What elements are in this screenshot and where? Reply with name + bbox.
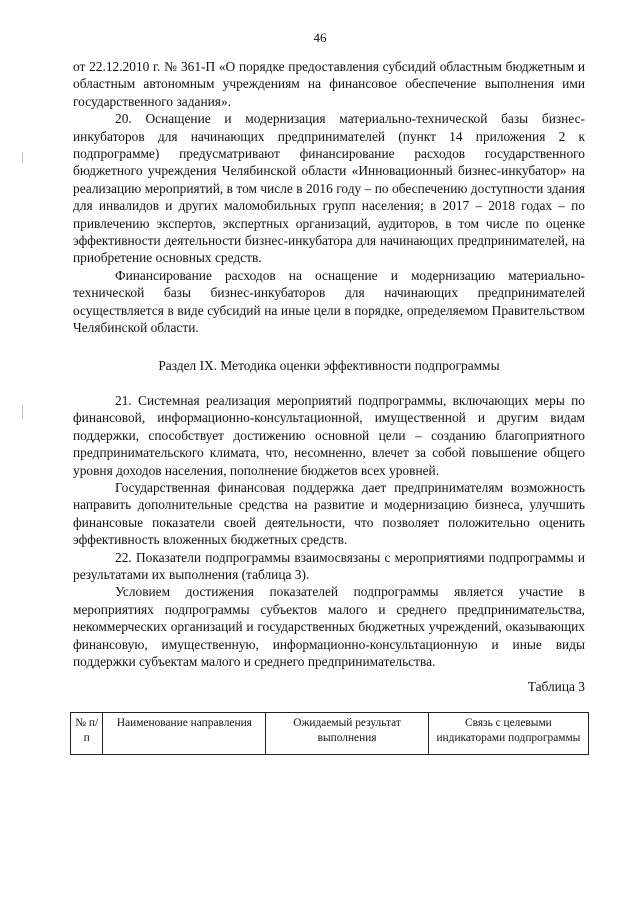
page-number: 46 (313, 30, 327, 45)
table-header-expected-result: Ожидаемый результат выполнения (266, 712, 428, 754)
scan-margin-mark (22, 405, 23, 419)
paragraph: от 22.12.2010 г. № 361-П «О порядке предоставления субсидий областным бюджетным и областным автономным учреждениям на финансовое обеспечение выполнения ими государственного задания». (73, 59, 585, 109)
paragraph: Финансирование расходов на оснащение и модернизацию материально-технической базы бизнес-инкубаторов для начинающих предпринимателей осуществляется в виде субсидий на иные цели в порядке, определяемом Правительством Челябинской области. (73, 267, 585, 336)
table-header-number: № п/п (71, 712, 103, 754)
table-header-row (71, 712, 589, 754)
paragraphs-top (73, 58, 585, 337)
table-header-indicator-link: Связь с целевыми индикаторами подпрограммы (428, 712, 588, 754)
paragraph-item-21: 21. Системная реализация мероприятий подпрограммы, включающих меры по финансовой, информационно-консультационной, имущественной и другим видам поддержки, способствует достижению основной цели – созданию благоприятного предпринимательского климата, что, несомненно, влечет за собой повышение общего уровня доходов населения, пополнение бюджетов всех уровней. (73, 392, 585, 478)
paragraph: Условием достижения показателей подпрограммы является участие в мероприятиях подпрограммы субъектов малого и среднего предпринимательства, некоммерческих организаций и государственных бюджетных учреждений, оказывающих финансовую, имущественную, информационно-консультационную и иные виды поддержки субъектам малого и среднего предпринимательства. (73, 584, 585, 669)
paragraph-item-22: 22. Показатели подпрограммы взаимосвязаны с мероприятиями подпрограммы и результатами их выполнения (таблица 3). (73, 549, 585, 582)
paragraph-item-20: 20. Оснащение и модернизация материально-технической базы бизнес-инкубаторов для начинающих предпринимателей (пункт 14 приложения 2 к подпрограмме) предусматривают финансирование расходов государственного бюджетного учреждения Челябинской области «Инновационный бизнес-инкубатор» на реализацию мероприятий, в том числе в 2016 году – по обеспечению доступности здания для инвалидов и других маломобильных групп населения; в 2017 – 2018 годах – по привлечению экспертов, экспертных организаций, аудиторов, в том числе по оценке эффективности деятельности бизнес-инкубатора для начинающих предпринимателей, на приобретение основных средств. (73, 111, 585, 266)
indicators-table (70, 712, 589, 755)
paragraph: Государственная финансовая поддержка дает предпринимателям возможность направить дополнительные средства на развитие и модернизацию бизнеса, улучшить финансовые показатели своей деятельности, что позволяет положительно оценить эффективность вложенных бюджетных средств. (73, 479, 585, 548)
document-body (73, 58, 585, 755)
scan-margin-mark (22, 152, 23, 162)
section-heading: Раздел IX. Методика оценки эффективности подпрограммы (158, 357, 500, 373)
table-header-direction: Наименование направления (103, 712, 266, 754)
paragraphs-bottom (73, 392, 585, 671)
table-caption: Таблица 3 (527, 679, 585, 695)
